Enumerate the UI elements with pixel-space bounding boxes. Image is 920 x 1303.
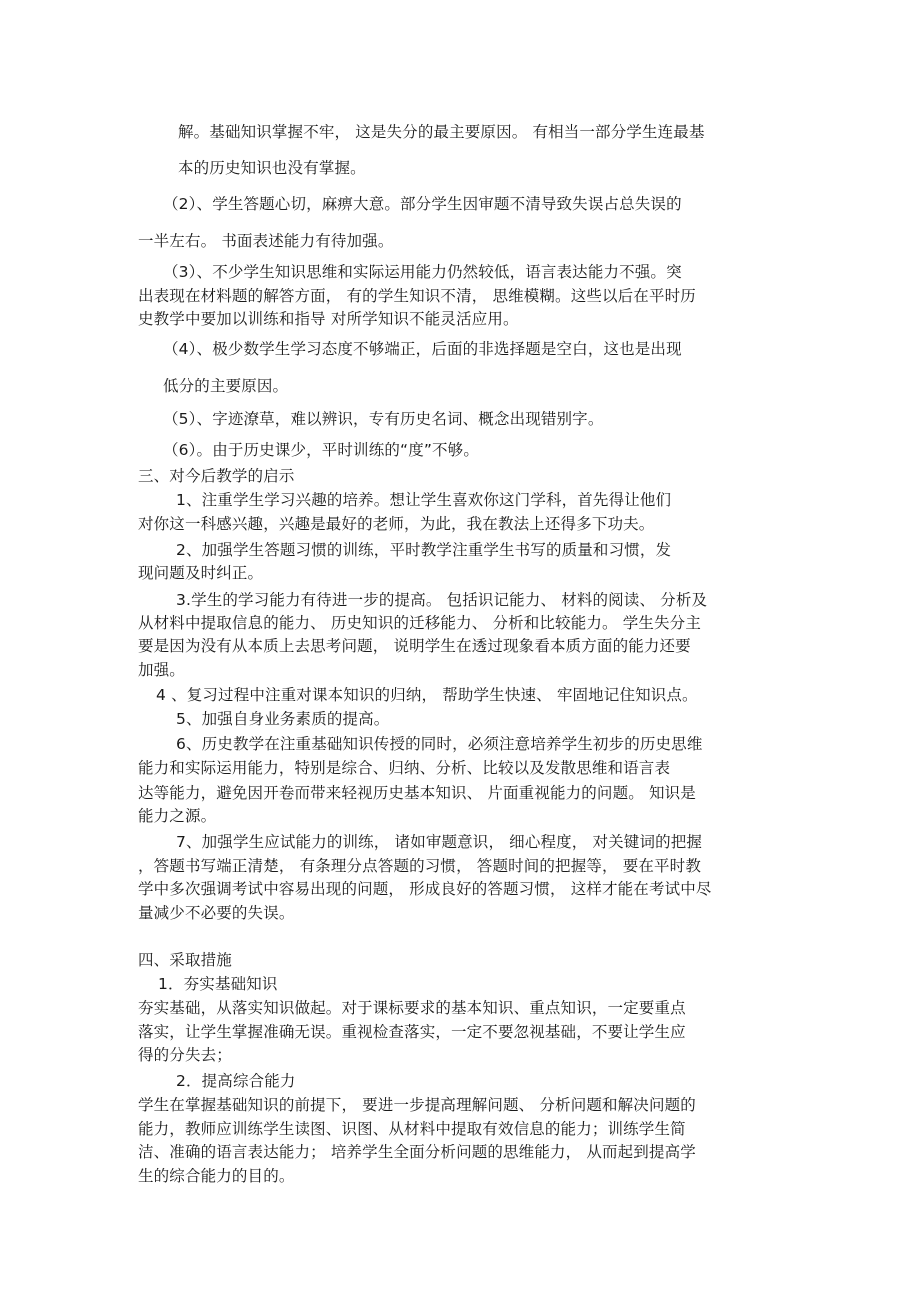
text-line: 洁、准确的语言表达能力； 培养学生全面分析问题的思维能力， 从而起到提高学 <box>138 1143 696 1161</box>
text-line: ，答题书写端正清楚， 有条理分点答题的习惯， 答题时间的把握等， 要在平时教 <box>138 857 701 875</box>
text-line: 4 、复习过程中注重对课本知识的归纳， 帮助学生快速、 牢固地记住知识点。 <box>156 686 698 704</box>
section-heading: 四、采取措施 <box>138 951 232 969</box>
text-line: 3.学生的学习能力有待进一步的提高。 包括识记能力、 材料的阅读、 分析及 <box>176 591 708 609</box>
text-line: 5、加强自身业务素质的提高。 <box>176 710 390 728</box>
text-line: （2）、学生答题心切，麻痹大意。部分学生因审题不清导致失误占总失误的 <box>163 195 682 213</box>
text-line: 加强。 <box>138 661 185 679</box>
text-line: （4）、极少数学生学习态度不够端正，后面的非选择题是空白，这也是出现 <box>163 340 682 358</box>
text-line: 学中多次强调考试中容易出现的问题， 形成良好的答题习惯， 这样才能在考试中尽 <box>138 880 712 898</box>
text-line: 从材料中提取信息的能力、 历史知识的迁移能力、 分析和比较能力。 学生失分主 <box>138 614 701 632</box>
text-line: 量减少不必要的失误。 <box>138 904 295 922</box>
text-line: 一半左右。 书面表述能力有待加强。 <box>138 232 394 250</box>
text-line: 解。基础知识掌握不牢， 这是失分的最主要原因。 有相当一部分学生连最基 <box>178 123 705 141</box>
text-line: 1、注重学生学习兴趣的培养。想让学生喜欢你这门学科，首先得让他们 <box>176 491 672 509</box>
text-line: 夯实基础，从落实知识做起。对于课标要求的基本知识、重点知识，一定要重点 <box>138 999 686 1017</box>
text-line: 2、加强学生答题习惯的训练，平时教学注重学生书写的质量和习惯，发 <box>176 541 672 559</box>
text-line: 出表现在材料题的解答方面， 有的学生知识不清， 思维模糊。这些以后在平时历 <box>138 287 696 305</box>
text-line: 学生在掌握基础知识的前提下， 要进一步提高理解问题、 分析问题和解决问题的 <box>138 1096 696 1114</box>
text-line: 6、历史教学在注重基础知识传授的同时，必须注意培养学生初步的历史思维 <box>176 735 703 753</box>
text-line: （6）。由于历史课少，平时训练的“度”不够。 <box>163 441 479 459</box>
text-line: 7、加强学生应试能力的训练， 诸如审题意识， 细心程度， 对关键词的把握 <box>176 833 703 851</box>
subsection-heading: 2．提高综合能力 <box>176 1072 296 1090</box>
text-line: （5）、字迹潦草，难以辨识，专有历史名词、概念出现错别字。 <box>163 410 604 428</box>
text-line: 落实，让学生掌握准确无误。重视检查落实，一定不要忽视基础，不要让学生应 <box>138 1023 686 1041</box>
text-line: 能力，教师应训练学生读图、识图、从材料中提取有效信息的能力；训练学生简 <box>138 1120 686 1138</box>
text-line: 要是因为没有从本质上去思考问题， 说明学生在透过现象看本质方面的能力还要 <box>138 637 691 655</box>
text-line: 达等能力，避免因开卷而带来轻视历史基本知识、 片面重视能力的问题。 知识是 <box>138 784 696 802</box>
text-line: 得的分失去； <box>138 1046 232 1064</box>
text-line: 能力和实际运用能力，特别是综合、归纳、分析、比较以及发散思维和语言表 <box>138 759 671 777</box>
text-line: （3）、不少学生知识思维和实际运用能力仍然较低，语言表达能力不强。突 <box>163 263 682 281</box>
text-line: 对你这一科感兴趣，兴趣是最好的老师，为此，我在教法上还得多下功夫。 <box>138 515 655 533</box>
section-heading: 三、对今后教学的启示 <box>138 467 295 485</box>
text-line: 能力之源。 <box>138 807 217 825</box>
subsection-heading: 1．夯实基础知识 <box>158 975 278 993</box>
text-line: 生的综合能力的目的。 <box>138 1167 295 1185</box>
text-line: 本的历史知识也没有掌握。 <box>178 159 366 177</box>
text-line: 史教学中要加以训练和指导 对所学知识不能灵活应用。 <box>138 310 519 328</box>
text-line: 低分的主要原因。 <box>163 377 289 395</box>
text-line: 现问题及时纠正。 <box>138 564 264 582</box>
